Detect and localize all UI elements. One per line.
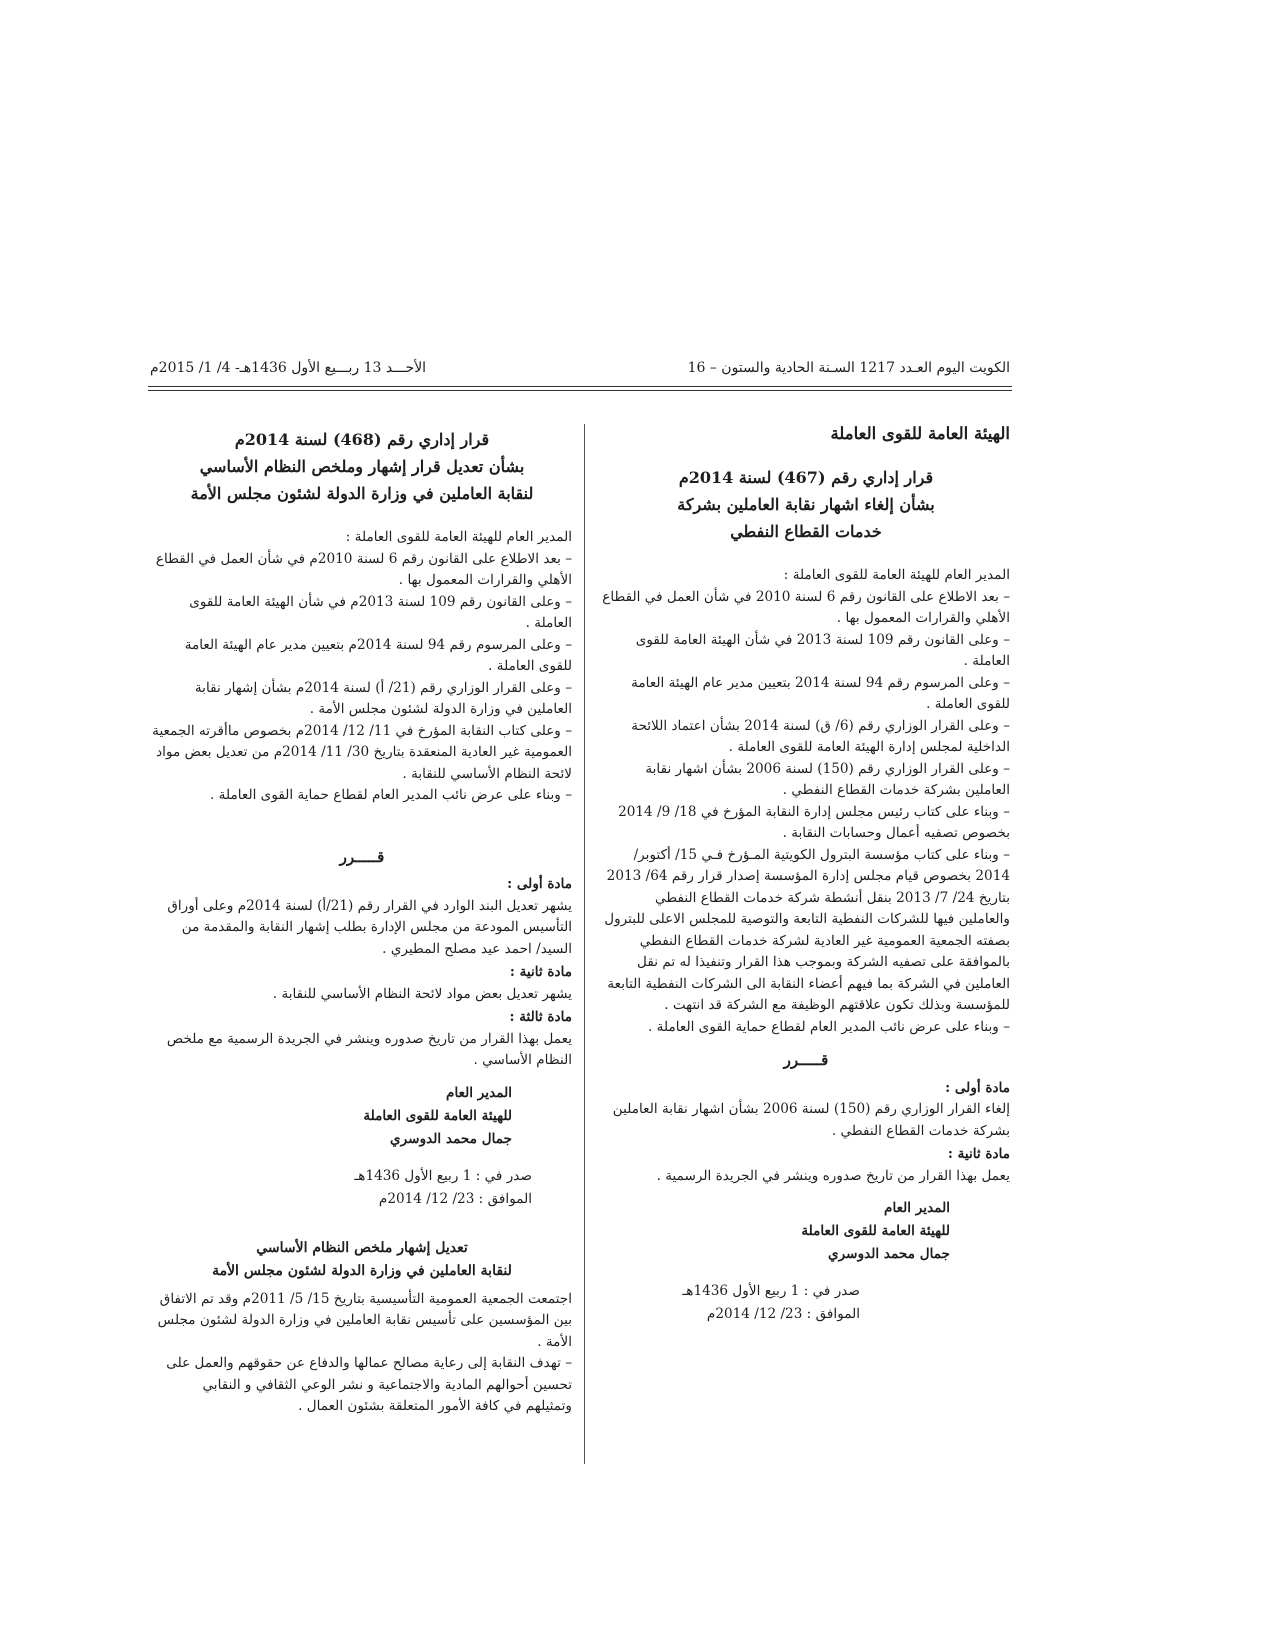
title-line: لنقابة العاملين في وزارة الدولة لشئون مجلس الأمة <box>190 484 534 503</box>
signature-line: المدير العام <box>884 1200 950 1216</box>
title-line: بشأن إلغاء اشهار نقابة العاملين بشركة <box>677 495 935 514</box>
issue-date-gregorian: الموافق : 23/ 12/ 2014م <box>378 1190 532 1207</box>
preamble-line: – وعلى المرسوم رقم 94 لسنة 2014م بتعيين مدير عام الهيئة العامة للقوى العاملة . <box>184 636 572 674</box>
preamble-line: – بعد الاطلاع على القانون رقم 6 لسنة 2010م في شأن العمل في القطاع الأهلي والقرارات المعمول بها . <box>155 550 572 588</box>
article-text: يشهر تعديل بعض مواد لائحة النظام الأساسي للنقابة . <box>272 985 572 1002</box>
header-rule <box>148 386 1012 391</box>
preamble <box>602 565 1010 1038</box>
header-date: الأحـــد 13 ربـــيع الأول 1436هـ- 4/ 1/ 2015م <box>150 360 427 376</box>
summary-title <box>152 1237 572 1283</box>
decision-468-title <box>152 426 572 507</box>
preamble-line: المدير العام للهيئة العامة للقوى العاملة : <box>783 567 1010 583</box>
preamble-line: – وعلى كتاب النقابة المؤرخ في 11/ 12/ 2014م بخصوص ماأقرته الجمعية العمومية غير العادية المنعقدة بتاريخ 30/ 11/ 2014م من تعديل بعض مواد لائحة النظام الأساسي للنقابة . <box>152 722 572 782</box>
article-text: يشهر تعديل البند الوارد في القرار رقم (21/أ) لسنة 2014م وعلى أوراق التأسيس المودعة من مجلس الإدارة بطلب إشهار النقابة والمقدمة من السيد/ احمد عيد مصلح المطيري . <box>167 897 572 957</box>
article-text: يعمل بهذا القرار من تاريخ صدوره وينشر في الجريدة الرسمية مع ملخص النظام الأساسي . <box>166 1030 572 1068</box>
issue-date <box>602 1280 1010 1326</box>
preamble-line: – وعلى القانون رقم 109 لسنة 2013م في شأن الهيئة العامة للقوى العاملة . <box>189 593 572 631</box>
article-text: إلغاء القرار الوزاري رقم (150) لسنة 2006 بشأن اشهار نقابة العاملين بشركة خدمات القطاع النفطي . <box>612 1101 1010 1139</box>
title-line: قرار إداري رقم (467) لسنة 2014م <box>678 468 934 487</box>
issue-date <box>152 1165 572 1211</box>
article-label: مادة ثانية : <box>947 1146 1010 1162</box>
signature-block <box>152 1082 572 1151</box>
signature-line: المدير العام <box>446 1084 512 1101</box>
decision-468-column <box>152 426 572 1486</box>
summary-title-line: لنقابة العاملين في وزارة الدولة لشئون مجلس الأمة <box>212 1262 512 1279</box>
decided-heading: قـــــرر <box>339 847 385 866</box>
preamble-line: – وعلى القرار الوزاري رقم (150) لسنة 2006 بشأن اشهار نقابة العاملين بشركة خدمات القطاع النفطي . <box>645 760 1010 798</box>
article-label: مادة ثالثة : <box>509 1009 572 1025</box>
summary-paragraph: – تهدف النقابة إلى رعاية مصالح عمالها والدفاع عن حقوقهم والعمل على تحسين أحوالهم المادية والاجتماعية و نشر الوعي الثقافي و النقابي وتمثيلهم في كافة الأمور المتعلقة بشئون العمال . <box>166 1355 572 1414</box>
title-line: بشأن تعديل قرار إشهار وملخص النظام الأساسي <box>199 457 525 476</box>
article-label: مادة ثانية : <box>509 964 572 980</box>
preamble <box>152 527 572 807</box>
decided-heading: قـــــرر <box>783 1051 829 1069</box>
decision-467-title <box>602 464 1010 545</box>
title-line: خدمات القطاع النفطي <box>730 522 882 541</box>
preamble-line: – وعلى القرار الوزاري رقم (6/ ق) لسنة 2014 بشأن اعتماد اللائحة الداخلية لمجلس إدارة الهيئة العامة للقوى العاملة . <box>631 717 1010 755</box>
column-divider <box>584 424 585 1464</box>
issue-date-hijri: صدر في : 1 ربيع الأول 1436هـ <box>354 1167 532 1184</box>
article-label: مادة أولى : <box>945 1079 1010 1096</box>
preamble-line: – وبناء على عرض نائب المدير العام لقطاع حماية القوى العاملة . <box>648 1018 1010 1035</box>
preamble-line: – وبناء على كتاب مؤسسة البترول الكويتية المـؤرخ فـي 15/ أكتوبر/ 2014 بخصوص قيام مجلس إدارة المؤسسة إصدار قرار رقم 64/ 2013 بتاريخ 24/ 7/ 2013 بنقل أنشطة شركة خدمات القطاع النفطي والعاملين فيها للشركات النفطية التابعة والتوصية للمجلس الاعلى للبترول بصفته الجمعية العمومية غير العادية لشركة خدمات القطاع النفطي بالموافقة على تصفيه الشركة وبموجب هذا القرار وتنفيذا له تم نقل العاملين في الشركة بما فيهم أعضاء النقابة الى الشركات النفطية التابعة للمؤسسة وبذلك تكون علاقتهم الوظيفة مع الشركة قد انتهت . <box>604 846 1010 1013</box>
article-text: يعمل بهذا القرار من تاريخ صدوره وينشر في الجريدة الرسمية . <box>656 1167 1010 1184</box>
article-label: مادة أولى : <box>507 876 572 892</box>
issue-date-hijri: صدر في : 1 ربيع الأول 1436هـ <box>682 1283 860 1299</box>
title-line: قرار إداري رقم (468) لسنة 2014م <box>234 430 490 449</box>
preamble-line: – وعلى المرسوم رقم 94 لسنة 2014 بتعيين مدير عام الهيئة العامة للقوى العاملة . <box>631 674 1010 712</box>
issue-date-gregorian: الموافق : 23/ 12/ 2014م <box>706 1306 860 1322</box>
signature-line: للهيئة العامة للقوى العاملة <box>363 1107 512 1124</box>
preamble-line: المدير العام للهيئة العامة للقوى العاملة : <box>345 529 572 545</box>
signature-line: جمال محمد الدوسري <box>828 1246 950 1262</box>
signature-block <box>602 1197 1010 1266</box>
preamble-line: – بعد الاطلاع على القانون رقم 6 لسنة 2010 في شأن العمل في القطاع الأهلي والقرارات المعمول بها . <box>602 588 1010 626</box>
decision-467-column <box>602 418 1010 1428</box>
summary-title-line: تعديل إشهار ملخص النظام الأساسي <box>256 1239 468 1256</box>
header-gazette-info: الكويت اليوم العـدد 1217 السـنة الحادية والستون – 16 <box>687 360 1010 376</box>
signature-line: للهيئة العامة للقوى العاملة <box>801 1223 950 1239</box>
preamble-line: – وعلى القانون رقم 109 لسنة 2013 في شأن الهيئة العامة للقوى العاملة . <box>635 631 1010 669</box>
preamble-line: – وبناء على كتاب رئيس مجلس إدارة النقابة المؤرخ في 18/ 9/ 2014 بخصوص تصفيه أعمال وحسابات النقابة . <box>618 803 1010 841</box>
agency-name: الهيئة العامة للقوى العاملة <box>830 424 1010 443</box>
preamble-line: – وعلى القرار الوزاري رقم (21/ أ) لسنة 2014م بشأن إشهار نقابة العاملين في وزارة الدولة لشئون مجلس الأمة . <box>194 679 572 717</box>
signature-line: جمال محمد الدوسري <box>390 1130 512 1147</box>
preamble-line: – وبناء على عرض نائب المدير العام لقطاع حماية القوى العاملة . <box>210 787 572 803</box>
summary-paragraph: اجتمعت الجمعية العمومية التأسيسية بتاريخ 15/ 5/ 2011م وقد تم الاتفاق بين المؤسسين على تأسيس نقابة العاملين في وزارة الدولة لشئون مجلس الأمة . <box>157 1290 572 1350</box>
